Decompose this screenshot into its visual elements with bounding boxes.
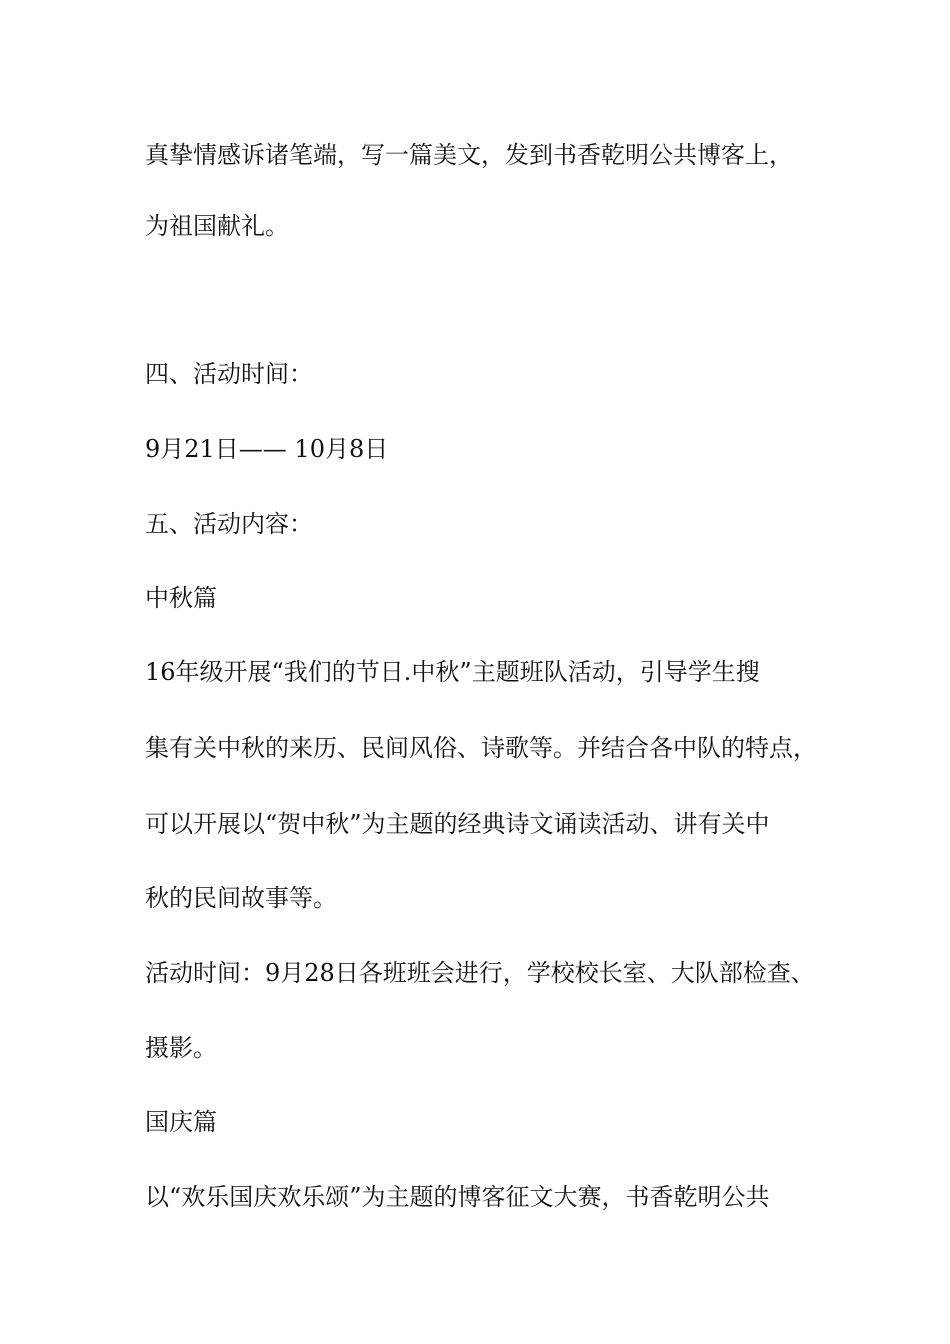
paragraph-line: 可以开展以“贺中秋”为主题的经典诗文诵读活动、讲有关中 — [145, 810, 770, 838]
paragraph-line: 为祖国献礼。 — [145, 212, 289, 240]
paragraph-line: 真挚情感诉诸笔端，写一篇美文，发到书香乾明公共博客上， — [145, 141, 793, 169]
date-range: 9月21日—— 10月8日 — [145, 435, 389, 463]
paragraph-line: 摄影。 — [145, 1034, 217, 1062]
paragraph-line: 秋的民间故事等。 — [145, 884, 337, 912]
paragraph-line: 集有关中秋的来历、民间风俗、诗歌等。并结合各中队的特点， — [145, 734, 817, 762]
section-heading: 四、活动时间： — [145, 360, 313, 388]
paragraph-line: 以“欢乐国庆欢乐颂”为主题的博客征文大赛，书香乾明公共 — [145, 1183, 770, 1211]
paragraph-line: 活动时间：9月28日各班班会进行，学校校长室、大队部检查、 — [145, 959, 815, 987]
section-heading: 五、活动内容： — [145, 510, 313, 538]
subsection-heading: 中秋篇 — [145, 584, 217, 612]
subsection-heading: 国庆篇 — [145, 1108, 217, 1136]
paragraph-line: 16年级开展“我们的节日.中秋”主题班队活动，引导学生搜 — [145, 658, 760, 686]
